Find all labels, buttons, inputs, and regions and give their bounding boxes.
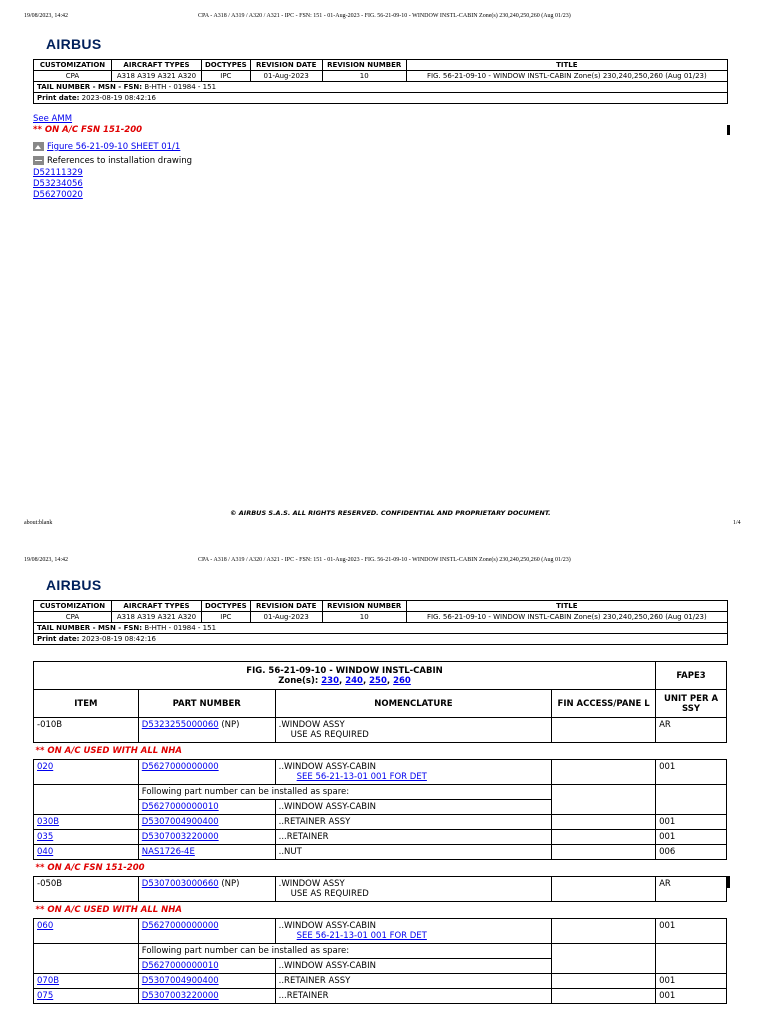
part-number-cell (138, 718, 275, 743)
spare-note-row (34, 944, 727, 959)
print-value: 2023-08-19 08:42:16 (81, 94, 156, 102)
effectivity-fsn: ** ON A/C FSN 151-200 (35, 863, 145, 873)
print-datetime: 19/08/2023, 14:42 (24, 557, 69, 563)
doc-meta-table (33, 600, 728, 645)
print-label: Print date: (37, 635, 80, 643)
item-number-cell (34, 989, 139, 1004)
nomenclature: ..WINDOW ASSY-CABIN (275, 800, 552, 815)
unit-per-assy-cell (656, 959, 727, 974)
zone-link[interactable]: 230 (321, 675, 339, 686)
meta-header-aircraft-types: AIRCRAFT TYPES (112, 60, 202, 71)
fin-access-cell (552, 974, 656, 989)
item-number-cell (34, 760, 139, 785)
nomenclature: ..WINDOW ASSY-CABIN (278, 921, 376, 931)
meta-header-revision-date: REVISION DATE (250, 60, 322, 71)
nomenclature: ..WINDOW ASSY-CABIN (278, 762, 376, 772)
doc-meta-table (33, 59, 728, 104)
nomenclature-cell (275, 718, 552, 743)
nomenclature: .WINDOW ASSY (278, 720, 345, 730)
tail-label: TAIL NUMBER - MSN - FSN: (37, 624, 143, 632)
meta-header-title: TITLE (406, 60, 727, 71)
page-url: about:blank (24, 520, 53, 526)
spare-empty-cell (656, 944, 727, 959)
part-number-link[interactable]: D5627000000000 (141, 921, 219, 931)
copyright-footer: © AIRBUS S.A.S. ALL RIGHTS RESERVED. CONFIDENTIAL AND PROPRIETARY DOCUMENT. (230, 509, 551, 517)
meta-header-revision-number: REVISION NUMBER (322, 60, 406, 71)
meta-header-customization: CUSTOMIZATION (34, 60, 112, 71)
nomenclature: ..WINDOW ASSY-CABIN (275, 959, 552, 974)
meta-revision-date: 01-Aug-2023 (250, 71, 322, 82)
item-number-cell (34, 815, 139, 830)
nomenclature: ...RETAINER (275, 989, 552, 1004)
see-amm-link[interactable]: See AMM (33, 114, 73, 124)
print-value: 2023-08-19 08:42:16 (81, 635, 156, 643)
table-row (34, 959, 727, 974)
nomenclature-note: USE AS REQUIRED (290, 889, 369, 899)
tail-value: B-HTH - 01984 - 151 (144, 624, 217, 632)
airbus-logo: AIRBUS (46, 36, 102, 52)
meta-revision-number: 10 (322, 71, 406, 82)
item-link[interactable]: 020 (37, 762, 54, 772)
item-number-cell (34, 845, 139, 860)
part-number-cell (138, 919, 275, 944)
item-link[interactable]: 070B (37, 976, 60, 986)
spare-empty-cell (552, 944, 656, 959)
part-number-link[interactable]: D5627000000010 (141, 802, 219, 812)
table-row (34, 830, 727, 845)
change-bar (727, 125, 730, 135)
fin-access-cell (552, 800, 656, 815)
meta-tail-row (34, 82, 728, 93)
zone-link[interactable]: 250 (369, 675, 387, 686)
drawing-link[interactable]: D56270020 (33, 190, 83, 200)
meta-aircraft-types: A318 A319 A321 A320 (112, 612, 202, 623)
print-label: Print date: (37, 94, 80, 102)
part-number-link[interactable]: D5627000000010 (141, 961, 219, 971)
image-icon (33, 142, 44, 151)
meta-title: FIG. 56-21-09-10 - WINDOW INSTL-CABIN Zone(s) 230,240,250,260 (Aug 01/23) (406, 71, 727, 82)
effectivity-row (34, 902, 727, 919)
part-number-link[interactable]: D5307004900400 (141, 976, 219, 986)
unit-per-assy: AR (656, 877, 727, 902)
item-link[interactable]: 035 (37, 832, 54, 842)
effectivity-cell (34, 743, 727, 760)
nomenclature: .WINDOW ASSY (278, 879, 345, 889)
part-number-cell (138, 989, 275, 1004)
meta-title: FIG. 56-21-09-10 - WINDOW INSTL-CABIN Zone(s) 230,240,250,260 (Aug 01/23) (406, 612, 727, 623)
collapse-icon[interactable] (33, 156, 44, 165)
nomenclature: ..RETAINER ASSY (275, 974, 552, 989)
drawing-link[interactable]: D53234056 (33, 179, 83, 189)
table-row (34, 800, 727, 815)
meta-header-revision-date: REVISION DATE (250, 601, 322, 612)
item-link[interactable]: 060 (37, 921, 54, 931)
fin-access-cell (552, 718, 656, 743)
see-detail-link[interactable]: SEE 56-21-13-01 001 FOR DET (296, 772, 427, 782)
unit-per-assy: AR (656, 718, 727, 743)
meta-header-revision-number: REVISION NUMBER (322, 601, 406, 612)
meta-revision-number: 10 (322, 612, 406, 623)
np-tag: (NP) (221, 879, 240, 889)
print-doc-line: CPA - A318 / A319 / A320 / A321 - IPC - FSN: 151 - 01-Aug-2023 - FIG. 56-21-09-10 - WINDOW INSTL-CABIN Zone(s) 230,240,250,260 (Aug 01/23) (198, 13, 571, 19)
drawing-link[interactable]: D52111329 (33, 168, 83, 178)
table-row (34, 815, 727, 830)
table-row (34, 760, 727, 785)
part-number-cell (138, 760, 275, 785)
nomenclature: ..RETAINER ASSY (275, 815, 552, 830)
part-number-cell (138, 959, 275, 974)
fin-access-cell (552, 830, 656, 845)
item-number: -050B (34, 877, 139, 902)
fin-access-cell (552, 919, 656, 944)
col-header-nomenclature: NOMENCLATURE (275, 690, 552, 718)
spare-note: Following part number can be installed as spare: (138, 944, 551, 959)
change-bar (727, 876, 730, 888)
part-number-cell (138, 800, 275, 815)
unit-per-assy: 001 (656, 989, 727, 1004)
figure-title-cell: FIG. 56-21-09-10 - WINDOW INSTL-CABIN Zone(s): 230, 240, 250, 260 (34, 662, 656, 690)
table-row (34, 877, 727, 902)
unit-per-assy-cell (656, 800, 727, 815)
fin-access-cell (552, 989, 656, 1004)
figure-link[interactable]: Figure 56-21-09-10 SHEET 01/1 (47, 142, 181, 152)
effectivity-row (34, 743, 727, 760)
effectivity-row (34, 860, 727, 877)
unit-per-assy: 001 (656, 919, 727, 944)
spare-note: Following part number can be installed as spare: (138, 785, 551, 800)
part-number-cell (138, 845, 275, 860)
spare-empty-cell (656, 785, 727, 800)
spare-empty-cell (34, 800, 139, 815)
table-row (34, 718, 727, 743)
nomenclature: ..NUT (275, 845, 552, 860)
effectivity-fsn: ** ON A/C FSN 151-200 (33, 124, 143, 135)
meta-aircraft-types: A318 A319 A321 A320 (112, 71, 202, 82)
meta-print-row (34, 634, 728, 645)
fin-access-cell (552, 877, 656, 902)
effectivity-cell (34, 860, 727, 877)
meta-header-doctypes: DOCTYPES (202, 60, 251, 71)
see-detail-link[interactable]: SEE 56-21-13-01 001 FOR DET (296, 931, 427, 941)
part-number-link[interactable]: D5307003220000 (141, 991, 219, 1001)
col-header-fin-access: FIN ACCESS/PANE L (552, 690, 656, 718)
unit-per-assy: 001 (656, 760, 727, 785)
meta-doctype: IPC (202, 71, 251, 82)
spare-empty-cell (34, 785, 139, 800)
tail-label: TAIL NUMBER - MSN - FSN: (37, 83, 143, 91)
item-link[interactable]: 040 (37, 847, 54, 857)
meta-doctype: IPC (202, 612, 251, 623)
item-number-cell (34, 830, 139, 845)
meta-revision-date: 01-Aug-2023 (250, 612, 322, 623)
table-row (34, 845, 727, 860)
meta-header-title: TITLE (406, 601, 727, 612)
part-number-link[interactable]: NAS1726-4E (141, 847, 195, 857)
part-number-cell (138, 974, 275, 989)
fin-access-cell (552, 959, 656, 974)
part-number-link[interactable]: D5307003000660 (141, 879, 219, 889)
meta-print-row (34, 93, 728, 104)
part-number-link[interactable]: D5307004900400 (141, 817, 219, 827)
figure-title: FIG. 56-21-09-10 - WINDOW INSTL-CABIN (246, 665, 443, 676)
unit-per-assy: 001 (656, 974, 727, 989)
item-link[interactable]: 030B (37, 817, 60, 827)
nomenclature-cell (275, 760, 552, 785)
zone-link[interactable]: 240 (345, 675, 363, 686)
zone-link[interactable]: 260 (393, 675, 411, 686)
nomenclature-cell (275, 919, 552, 944)
col-header-item: ITEM (34, 690, 139, 718)
effectivity-nha: ** ON A/C USED WITH ALL NHA (35, 746, 182, 756)
print-datetime: 19/08/2023, 14:42 (24, 13, 69, 19)
effectivity-cell (34, 902, 727, 919)
ipc-parts-table (33, 661, 727, 1004)
part-number-link[interactable]: D5323255000060 (141, 720, 219, 730)
part-number-cell (138, 877, 275, 902)
spare-empty-cell (552, 785, 656, 800)
references-label: References to installation drawing (47, 156, 192, 166)
unit-per-assy: 006 (656, 845, 727, 860)
meta-customization: CPA (34, 612, 112, 623)
table-row (34, 919, 727, 944)
part-number-link[interactable]: D5307003220000 (141, 832, 219, 842)
fin-access-cell (552, 845, 656, 860)
nomenclature: ...RETAINER (275, 830, 552, 845)
np-tag: (NP) (221, 720, 240, 730)
tail-value: B-HTH - 01984 - 151 (144, 83, 217, 91)
meta-header-doctypes: DOCTYPES (202, 601, 251, 612)
page1-content (33, 114, 192, 201)
effectivity-nha: ** ON A/C USED WITH ALL NHA (35, 905, 182, 915)
spare-empty-cell (34, 944, 139, 959)
table-row (34, 974, 727, 989)
part-number-cell (138, 830, 275, 845)
meta-header-customization: CUSTOMIZATION (34, 601, 112, 612)
print-doc-line: CPA - A318 / A319 / A320 / A321 - IPC - FSN: 151 - 01-Aug-2023 - FIG. 56-21-09-10 - WINDOW INSTL-CABIN Zone(s) 230,240,250,260 (Aug 01/23) (198, 557, 571, 563)
part-number-link[interactable]: D5627000000000 (141, 762, 219, 772)
part-number-cell (138, 815, 275, 830)
nomenclature-cell (275, 877, 552, 902)
item-number-cell (34, 919, 139, 944)
item-number: -010B (34, 718, 139, 743)
col-header-unit-per-assy: UNIT PER A SSY (656, 690, 727, 718)
page-number: 1/4 (733, 520, 741, 526)
fin-access-cell (552, 760, 656, 785)
nomenclature-note: USE AS REQUIRED (290, 730, 369, 740)
meta-tail-row (34, 623, 728, 634)
spare-empty-cell (34, 959, 139, 974)
airbus-logo: AIRBUS (46, 577, 102, 593)
item-number-cell (34, 974, 139, 989)
table-row (34, 989, 727, 1004)
meta-header-aircraft-types: AIRCRAFT TYPES (112, 601, 202, 612)
fape-code: FAPE3 (656, 662, 727, 690)
unit-per-assy: 001 (656, 815, 727, 830)
fin-access-cell (552, 815, 656, 830)
col-header-part-number: PART NUMBER (138, 690, 275, 718)
unit-per-assy: 001 (656, 830, 727, 845)
meta-customization: CPA (34, 71, 112, 82)
zones-label: Zone(s): (278, 675, 319, 686)
item-link[interactable]: 075 (37, 991, 54, 1001)
spare-note-row (34, 785, 727, 800)
